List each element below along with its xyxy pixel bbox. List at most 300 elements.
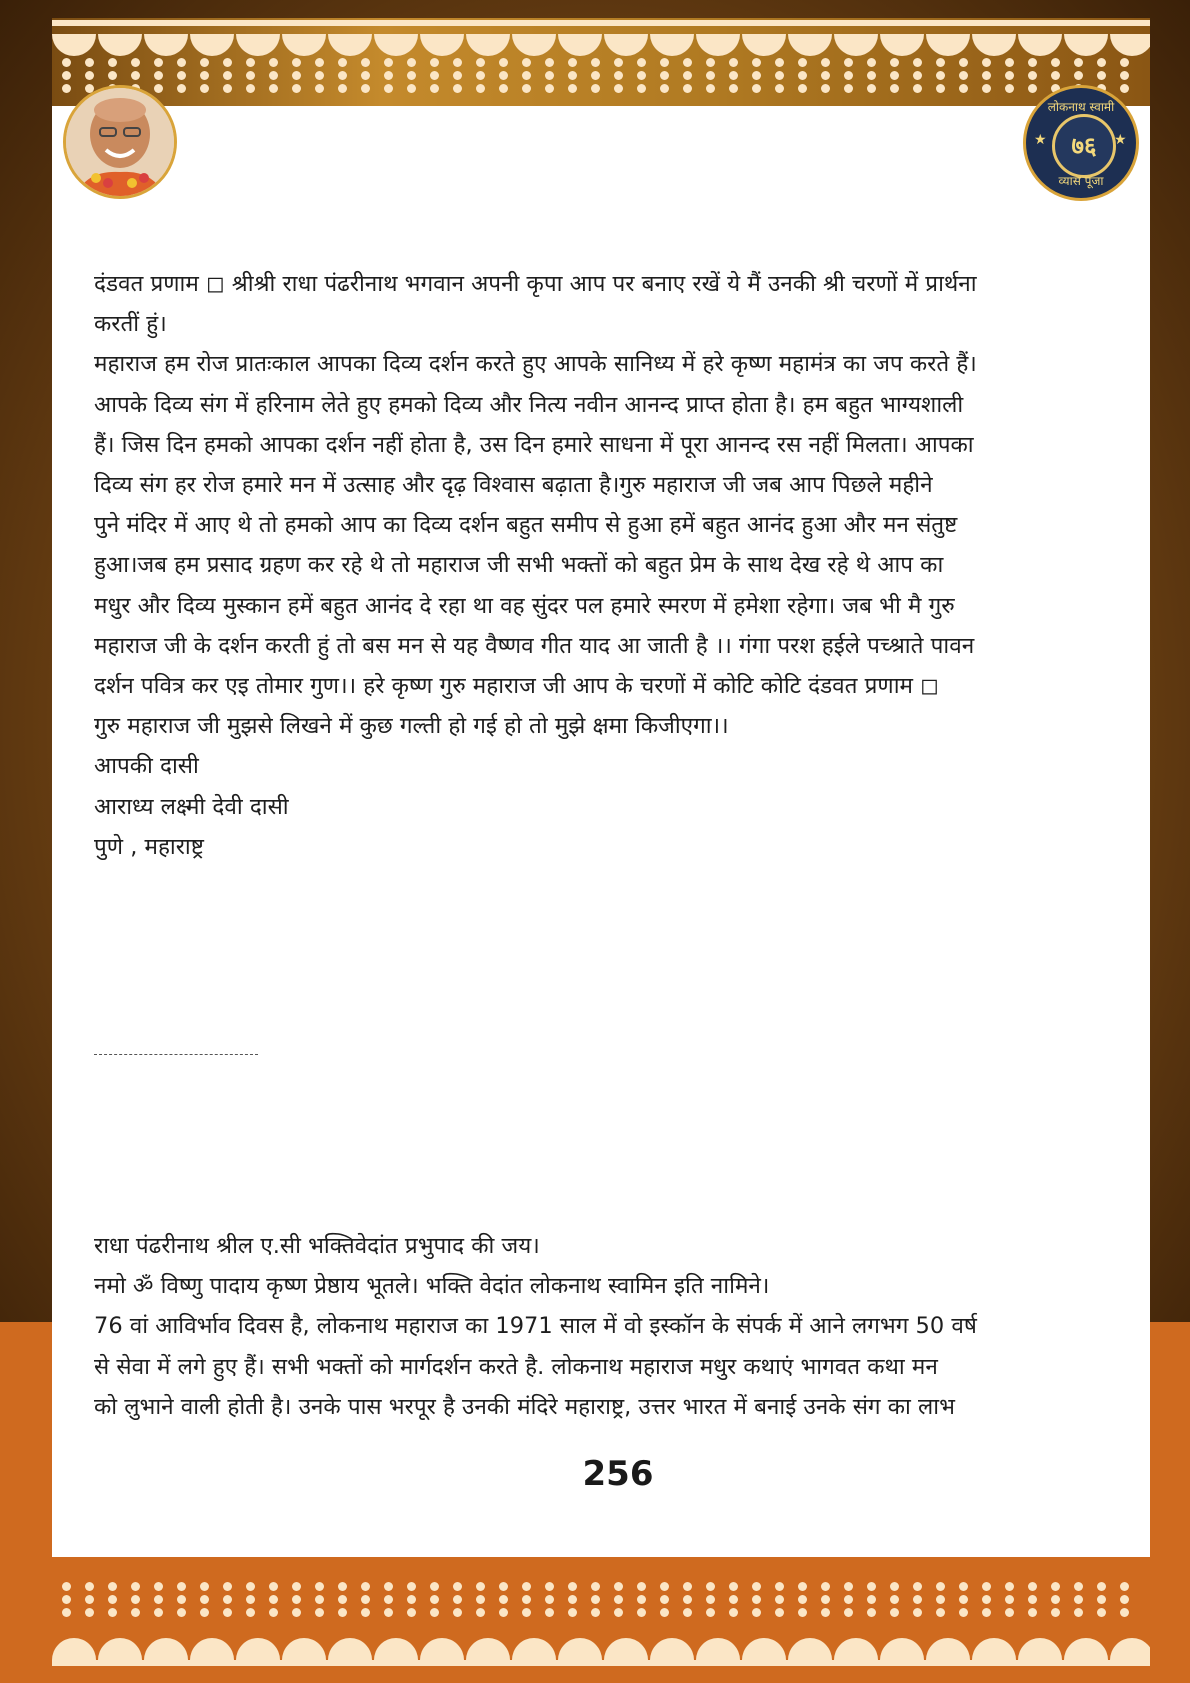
scallop-shape [1064,34,1108,56]
dot-shape [706,58,715,67]
dot-shape [384,71,393,80]
bottom-border-rule [52,1660,1150,1666]
dot-shape [315,71,324,80]
dot-shape [453,71,462,80]
scallop-shape [604,1638,648,1660]
dot-shape [476,71,485,80]
dot-shape [959,58,968,67]
dot-shape [1120,1595,1129,1604]
dot-shape [867,84,876,93]
dot-shape [729,1595,738,1604]
dot-shape [246,58,255,67]
letter-line: महाराज जी के दर्शन करती हुं तो बस मन से यह वैष्णव गीत याद आ जाती है ।। गंगा परश हईले पच्श्राते पावन [94,632,975,659]
dot-shape [936,84,945,93]
scallop-shape [880,34,924,56]
dot-shape [177,1595,186,1604]
dot-shape [1051,58,1060,67]
dot-shape [959,1582,968,1591]
scallop-shape [98,1638,142,1660]
dot-shape [1074,1608,1083,1617]
dot-shape [200,1582,209,1591]
dot-shape [591,1608,600,1617]
dot-shape [269,1608,278,1617]
dot-shape [62,58,71,67]
scallop-shape [420,34,464,56]
dot-shape [706,71,715,80]
dot-shape [384,1595,393,1604]
letter-line: दर्शन पवित्र कर एइ तोमार गुण।। हरे कृष्ण गुरु महाराज जी आप के चरणों में कोटि कोटि दंडवत प्रणाम ◻ [94,673,939,700]
dot-shape [430,71,439,80]
scallop-shape [420,1638,464,1660]
dot-shape [453,1608,462,1617]
dot-shape [384,1608,393,1617]
badge-bottom-text: व्यास पूजा [1058,174,1104,188]
dot-shape [982,1608,991,1617]
dot-shape [775,1582,784,1591]
bottom-scallop-border [52,1634,1150,1660]
dot-shape [1074,58,1083,67]
dot-shape [154,84,163,93]
dot-shape [407,1582,416,1591]
dot-shape [1028,58,1037,67]
dot-shape [154,58,163,67]
dot-shape [867,1582,876,1591]
dot-shape [890,58,899,67]
dot-shape [522,71,531,80]
scallop-shape [190,1638,234,1660]
dot-shape [85,58,94,67]
dot-shape [959,84,968,93]
dot-shape [775,71,784,80]
dot-shape [292,84,301,93]
dot-shape [545,1595,554,1604]
page-number: 256 [582,1454,654,1494]
scallop-shape [834,1638,878,1660]
dot-shape [568,1595,577,1604]
dot-shape [890,1595,899,1604]
dot-shape [177,71,186,80]
dot-shape [821,84,830,93]
dot-shape [913,1595,922,1604]
dot-shape [1120,1582,1129,1591]
dot-shape [177,1608,186,1617]
dot-shape [591,71,600,80]
dot-shape [637,58,646,67]
dot-shape [752,84,761,93]
dot-shape [683,84,692,93]
dot-shape [706,1608,715,1617]
dot-shape [775,1595,784,1604]
dot-shape [913,1582,922,1591]
dot-shape [637,71,646,80]
dot-shape [913,84,922,93]
dot-shape [637,1582,646,1591]
dot-shape [315,58,324,67]
dot-shape [108,71,117,80]
dot-shape [223,84,232,93]
dot-shape [453,1582,462,1591]
letter-location: पुणे , महाराष्ट्र [94,833,204,860]
dot-shape [1120,71,1129,80]
scallop-shape [742,1638,786,1660]
dot-shape [246,71,255,80]
letter-line: दिव्य संग हर रोज हमारे मन में उत्साह और दृढ़ विश्वास बढ़ाता है।गुरु महाराज जी जब आप पिछले महीने [94,472,933,499]
dot-shape [821,1582,830,1591]
dot-shape [62,71,71,80]
dot-shape [62,1608,71,1617]
dot-shape [407,1595,416,1604]
dot-shape [200,1608,209,1617]
letter-line: को लुभाने वाली होती है। उनके पास भरपूर है उनकी मंदिरे महाराष्ट्र, उत्तर भारत में बनाई उनके संग का लाभ [94,1393,955,1420]
dot-shape [131,1608,140,1617]
dot-shape [223,1582,232,1591]
dot-shape [1005,1608,1014,1617]
section-separator [94,1054,258,1055]
dot-shape [154,1582,163,1591]
dot-shape [752,1582,761,1591]
letter-author: आराध्य लक्ष्मी देवी दासी [94,793,289,820]
dot-shape [591,1582,600,1591]
dot-shape [269,1582,278,1591]
scallop-shape [650,34,694,56]
dot-shape [614,1608,623,1617]
scallop-shape [98,34,142,56]
dot-shape [982,1595,991,1604]
dot-shape [1051,71,1060,80]
dot-shape [1005,71,1014,80]
letter-body [94,264,1114,867]
dot-shape [223,1595,232,1604]
dot-shape [177,1582,186,1591]
dot-shape [246,1595,255,1604]
letter-line: आपके दिव्य संग में हरिनाम लेते हुए हमको दिव्य और नित्य नवीन आनन्द प्राप्त होता है। हम बहुत भाग्यशाली [94,391,964,418]
dot-shape [683,1608,692,1617]
dot-shape [361,1582,370,1591]
dot-shape [1097,58,1106,67]
dot-shape [453,1595,462,1604]
dot-shape [890,1582,899,1591]
scallop-shape [1018,34,1062,56]
dot-shape [430,1582,439,1591]
portrait-image [66,88,174,196]
dot-shape [729,84,738,93]
letter-line: हुआ।जब हम प्रसाद ग्रहण कर रहे थे तो महाराज जी सभी भक्तों को बहुत प्रेम के साथ देख रहे थे आप का [94,552,944,579]
dot-shape [798,1608,807,1617]
dot-shape [568,1608,577,1617]
dot-shape [982,71,991,80]
dot-shape [660,71,669,80]
dot-shape [522,1608,531,1617]
letter-line: महाराज हम रोज प्रातःकाल आपका दिव्य दर्शन करते हुए आपके सानिध्य में हरे कृष्ण महामंत्र का जप करते हैं। [94,351,977,378]
dot-shape [545,58,554,67]
dot-shape [338,1608,347,1617]
dot-shape [660,1582,669,1591]
dot-shape [660,84,669,93]
dot-shape [798,71,807,80]
dot-shape [1097,1595,1106,1604]
dot-shape [384,1582,393,1591]
dot-shape [1028,1595,1037,1604]
dot-shape [476,1608,485,1617]
dot-shape [683,71,692,80]
scallop-shape [374,34,418,56]
dot-shape [177,58,186,67]
dot-shape [844,71,853,80]
dot-shape [430,84,439,93]
dot-shape [683,1582,692,1591]
dot-shape [936,71,945,80]
dot-shape [499,84,508,93]
dot-shape [1005,1582,1014,1591]
scallop-shape [52,34,96,56]
letter-line: राधा पंढरीनाथ श्रील ए.सी भक्तिवेदांत प्रभुपाद की जय। [94,1233,540,1259]
dot-shape [384,58,393,67]
dot-shape [177,84,186,93]
dot-shape [890,71,899,80]
dot-shape [315,1595,324,1604]
dot-shape [959,1608,968,1617]
dot-shape [821,71,830,80]
letter-line: दंडवत प्रणाम ◻ श्रीश्री राधा पंढरीनाथ भगवान अपनी कृपा आप पर बनाए रखें ये मैं उनकी श्री चरणों में प्रार्थना [94,271,977,297]
top-scallop-border [52,34,1150,60]
top-border-rule [52,20,1150,26]
dot-shape [200,84,209,93]
dot-shape [545,71,554,80]
dot-shape [522,58,531,67]
dot-shape [614,58,623,67]
dot-shape [476,1595,485,1604]
letter-line: नमो ॐ विष्णु पादाय कृष्ण प्रेष्ठाय भूतले। भक्ति वेदांत लोकनाथ स्वामिन इति नामिने। [94,1273,770,1300]
scallop-shape [328,34,372,56]
dot-shape [499,58,508,67]
dot-shape [338,58,347,67]
dot-shape [1028,1582,1037,1591]
dot-shape [292,1595,301,1604]
dot-shape [729,71,738,80]
dot-shape [1120,58,1129,67]
dot-shape [959,1595,968,1604]
scallop-shape [742,34,786,56]
dot-shape [292,58,301,67]
scallop-shape [512,1638,556,1660]
dot-shape [361,1595,370,1604]
dot-shape [200,71,209,80]
dot-shape [913,71,922,80]
dot-shape [568,84,577,93]
dot-shape [200,58,209,67]
dot-shape [729,58,738,67]
dot-shape [1005,84,1014,93]
dot-shape [361,1608,370,1617]
dot-shape [499,1582,508,1591]
dot-shape [706,1595,715,1604]
dot-shape [361,84,370,93]
scallop-shape [328,1638,372,1660]
scallop-shape [236,34,280,56]
scallop-shape [696,34,740,56]
scallop-shape [466,34,510,56]
scallop-shape [374,1638,418,1660]
dot-shape [706,1582,715,1591]
dot-shape [1051,1595,1060,1604]
scallop-shape [282,34,326,56]
dot-shape [453,58,462,67]
dot-shape [936,1608,945,1617]
top-dot-border [52,58,1150,98]
dot-shape [499,1595,508,1604]
scallop-shape [604,34,648,56]
dot-shape [246,1608,255,1617]
scallop-shape [282,1638,326,1660]
dot-shape [1074,71,1083,80]
bottom-dot-border [52,1582,1150,1622]
dot-shape [545,1582,554,1591]
scallop-shape [144,1638,188,1660]
dot-shape [315,84,324,93]
letter-line: से सेवा में लगे हुए हैं। सभी भक्तों को मार्गदर्शन करते है. लोकनाथ महाराज मधुर कथाएं भागवत कथा मन [94,1353,938,1380]
dot-shape [338,1595,347,1604]
dot-shape [637,1608,646,1617]
dot-shape [591,1595,600,1604]
scallop-shape [696,1638,740,1660]
dot-shape [430,58,439,67]
dot-shape [1005,1595,1014,1604]
dot-shape [614,71,623,80]
dot-shape [154,1595,163,1604]
dot-shape [361,71,370,80]
dot-shape [982,1582,991,1591]
dot-shape [683,1595,692,1604]
dot-shape [246,1582,255,1591]
dot-shape [246,84,255,93]
dot-shape [867,71,876,80]
dot-shape [752,1595,761,1604]
dot-shape [131,58,140,67]
scallop-shape [880,1638,924,1660]
dot-shape [62,1595,71,1604]
dot-shape [913,1608,922,1617]
star-icon: ★ [1114,132,1127,148]
badge-number: ७६ [1052,114,1116,178]
dot-shape [361,58,370,67]
dot-shape [407,84,416,93]
dot-shape [522,1582,531,1591]
dot-shape [798,1595,807,1604]
dot-shape [269,84,278,93]
dot-shape [775,84,784,93]
dot-shape [108,1595,117,1604]
scallop-shape [788,1638,832,1660]
dot-shape [752,58,761,67]
dot-shape [637,1595,646,1604]
badge-top-text: लोकनाथ स्वामी [1047,100,1115,114]
dot-shape [108,58,117,67]
dot-shape [844,84,853,93]
dot-shape [614,1595,623,1604]
scallop-shape [52,1638,96,1660]
dot-shape [545,84,554,93]
dot-shape [315,1608,324,1617]
scallop-shape [972,1638,1016,1660]
guru-portrait-avatar [63,85,177,199]
scallop-shape [926,34,970,56]
dot-shape [683,58,692,67]
scallop-shape [1110,1638,1150,1660]
dot-shape [545,1608,554,1617]
dot-shape [407,58,416,67]
dot-shape [108,1608,117,1617]
dot-shape [430,1608,439,1617]
dot-shape [223,58,232,67]
dot-shape [223,1608,232,1617]
scallop-shape [512,34,556,56]
star-icon: ★ [1034,132,1047,148]
dot-shape [407,1608,416,1617]
dot-shape [384,84,393,93]
dot-shape [1120,84,1129,93]
dot-shape [844,1582,853,1591]
dot-shape [821,1595,830,1604]
dot-shape [614,1582,623,1591]
dot-shape [476,1582,485,1591]
dot-shape [591,58,600,67]
dot-shape [637,84,646,93]
scallop-shape [466,1638,510,1660]
dot-shape [154,1608,163,1617]
letter-signoff: आपकी दासी [94,753,199,780]
dot-shape [62,84,71,93]
dot-shape [131,1582,140,1591]
dot-shape [338,71,347,80]
dot-shape [292,71,301,80]
scallop-shape [972,34,1016,56]
dot-shape [936,1595,945,1604]
vyasa-puja-badge [1023,85,1139,201]
dot-shape [1097,1582,1106,1591]
dot-shape [959,71,968,80]
dot-shape [660,1608,669,1617]
scallop-shape [788,34,832,56]
scallop-shape [236,1638,280,1660]
dot-shape [706,84,715,93]
dot-shape [568,58,577,67]
dot-shape [85,1608,94,1617]
scallop-shape [558,1638,602,1660]
dot-shape [798,1582,807,1591]
dot-shape [1074,1595,1083,1604]
dot-shape [223,71,232,80]
dot-shape [499,71,508,80]
dot-shape [522,1595,531,1604]
scallop-shape [1018,1638,1062,1660]
dot-shape [1051,1582,1060,1591]
dot-shape [936,1582,945,1591]
letter-line: मधुर और दिव्य मुस्कान हमें बहुत आनंद दे रहा था वह सुंदर पल हमारे स्मरण में हमेशा रहेगा। जब भी मै गुरु [94,592,955,619]
dot-shape [1028,1608,1037,1617]
dot-shape [522,84,531,93]
dot-shape [269,1595,278,1604]
scallop-shape [1064,1638,1108,1660]
dot-shape [338,1582,347,1591]
scallop-shape [190,34,234,56]
dot-shape [982,58,991,67]
dot-shape [913,58,922,67]
dot-shape [1097,71,1106,80]
dot-shape [798,84,807,93]
letter-line: 76 वां आविर्भाव दिवस है, लोकनाथ महाराज का 1971 साल में वो इस्कॉन के संपर्क में आने लगभग 50 वर्ष [94,1313,977,1340]
dot-shape [568,1582,577,1591]
dot-shape [476,58,485,67]
